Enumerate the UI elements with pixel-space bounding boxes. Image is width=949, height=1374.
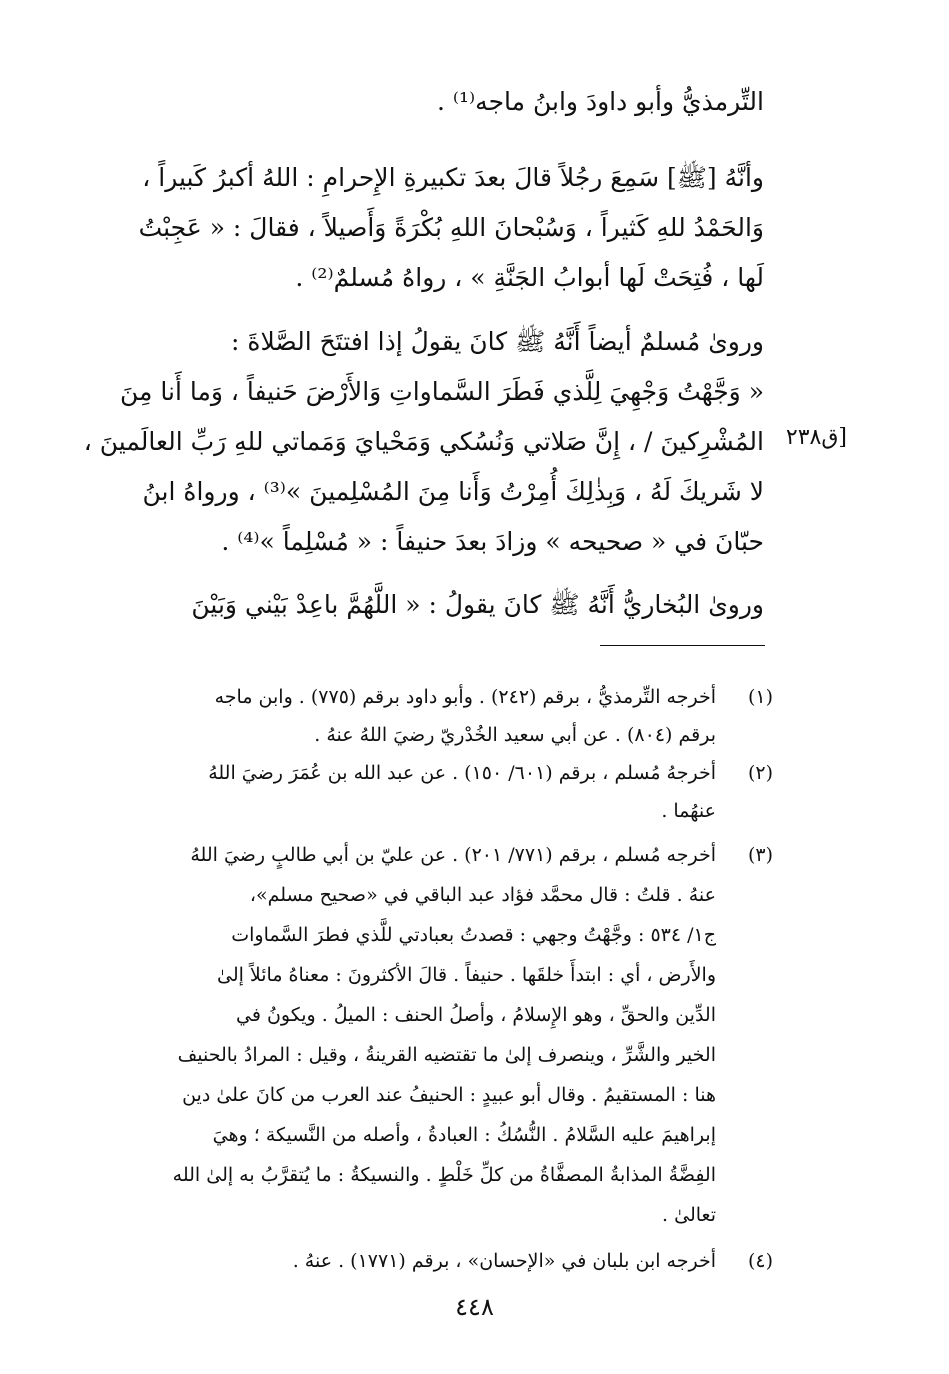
footnote-line: أخرجه التِّرمذيُّ ، برقم (٢٤٢) . وأبو داود برقم (٧٧٥) . وابن ماجه xyxy=(214,686,716,708)
footnote-line: عنهُ . قلتُ : قال محمَّد فؤاد عبد الباقي في «صحيح مسلم»، xyxy=(249,884,716,906)
footnote-line: أخرجهُ مُسلم ، برقم (٦٠١/ ١٥٠) . عن عبد الله بن عُمَرَ رضيَ اللهُ xyxy=(208,762,716,784)
main-line-3: وَالحَمْدُ للهِ كَثيراً ، وَسُبْحانَ اللهِ بُكْرَةً وَأَصيلاً ، فقالَ : « عَجِبْتُ xyxy=(138,213,764,242)
footnote-line: إبراهيمَ عليه السَّلامُ . النُّسُكُ : العبادةُ ، وأصله من النَّسيكة ؛ وهيَ xyxy=(212,1124,716,1146)
footnote-line: أخرجه مُسلم ، برقم (٧٧١/ ٢٠١) . عن عليّ بن أبي طالبٍ رضيَ اللهُ xyxy=(190,844,716,866)
footnote-line: برقم (٨٠٤) . عن أبي سعيد الخُدْريّ رضيَ اللهُ عنهُ . xyxy=(314,724,716,746)
footnote-line: ج١/ ٥٣٤ : وجَّهْتُ وجهي : قصدتُ بعبادتي للَّذي فطرَ السَّماوات xyxy=(231,924,716,946)
main-line-8: لا شَريكَ لَهُ ، وَبِذٰلِكَ أُمِرْتُ وَأَنا مِنَ المُسْلِمينَ »⁽³⁾ ، ورواهُ ابنُ xyxy=(142,477,764,506)
main-line-10: وروىٰ البُخاريُّ أَنَّهُ ﷺ كانَ يقولُ : « اللَّهُمَّ باعِدْ بَيْني وَبَيْنَ xyxy=(191,590,764,619)
main-line-9: حبّانَ في « صحيحه » وزادَ بعدَ حنيفاً : « مُسْلِماً »⁽⁴⁾ . xyxy=(221,527,764,556)
footnote-separator xyxy=(600,645,765,646)
footnote-number: (١) xyxy=(747,686,773,708)
footnote-number: (٣) xyxy=(747,844,773,866)
main-line-4: لَها ، فُتِحَتْ لَها أبوابُ الجَنَّةِ » ، رواهُ مُسلمٌ⁽²⁾ . xyxy=(295,263,764,292)
footnote-line: الدِّين والحقِّ ، وهو الإِسلامُ ، وأصلُ الحنف : الميلُ . ويكونُ في xyxy=(235,1004,716,1026)
footnote-line: تعالىٰ . xyxy=(662,1204,716,1226)
main-line-7: المُشْرِكينَ / ، إِنَّ صَلاتي وَنُسُكي وَمَحْيايَ وَمَماتي للهِ رَبِّ العالَمينَ ، xyxy=(83,427,764,456)
footnote-line: الفِضَّةُ المذابةُ المصفَّاةُ من كلِّ خَلْطٍ . والنسيكةُ : ما يُتقرَّبُ به إلىٰ الله xyxy=(172,1164,716,1186)
main-line-5: وروىٰ مُسلمٌ أيضاً أَنَّهُ ﷺ كانَ يقولُ إذا افتتَحَ الصَّلاةَ : xyxy=(231,327,764,356)
footnote-line: الخير والشَّرِّ ، وينصرف إلىٰ ما تقتضيه القرينةُ ، وقيل : المرادُ بالحنيف xyxy=(177,1044,716,1066)
main-line-1: التِّرمذيُّ وأبو داودَ وابنُ ماجه⁽¹⁾ . xyxy=(436,87,764,116)
page-number: ٤٤٨ xyxy=(455,1293,494,1321)
main-line-2: وأنَّهُ [ﷺ] سَمِعَ رجُلاً قالَ بعدَ تكبيرةِ الإِحرامِ : اللهُ أكبرُ كَبيراً ، xyxy=(142,163,764,192)
footnote-line: عنهُما . xyxy=(661,800,716,822)
footnote-line: والأَرض ، أي : ابتدأَ خلقَها . حنيفاً . قالَ الأكثرونَ : معناهُ مائلاً إلىٰ xyxy=(216,964,716,986)
footnote-line: هنا : المستقيمُ . وقال أبو عبيدٍ : الحنيفُ عند العرب من كانَ علىٰ دين xyxy=(182,1084,716,1106)
folio-marker: [ق٢٣٨ xyxy=(785,425,847,450)
footnote-line: أخرجه ابن بلبان في «الإحسان» ، برقم (١٧٧١) . عنهُ . xyxy=(292,1250,716,1272)
footnote-number: (٢) xyxy=(747,762,773,784)
main-line-6: « وَجَّهْتُ وَجْهِيَ لِلَّذي فَطَرَ السَّماواتِ وَالأَرْضَ حَنيفاً ، وَما أَنا مِنَ xyxy=(120,377,764,406)
footnote-number: (٤) xyxy=(747,1250,773,1272)
